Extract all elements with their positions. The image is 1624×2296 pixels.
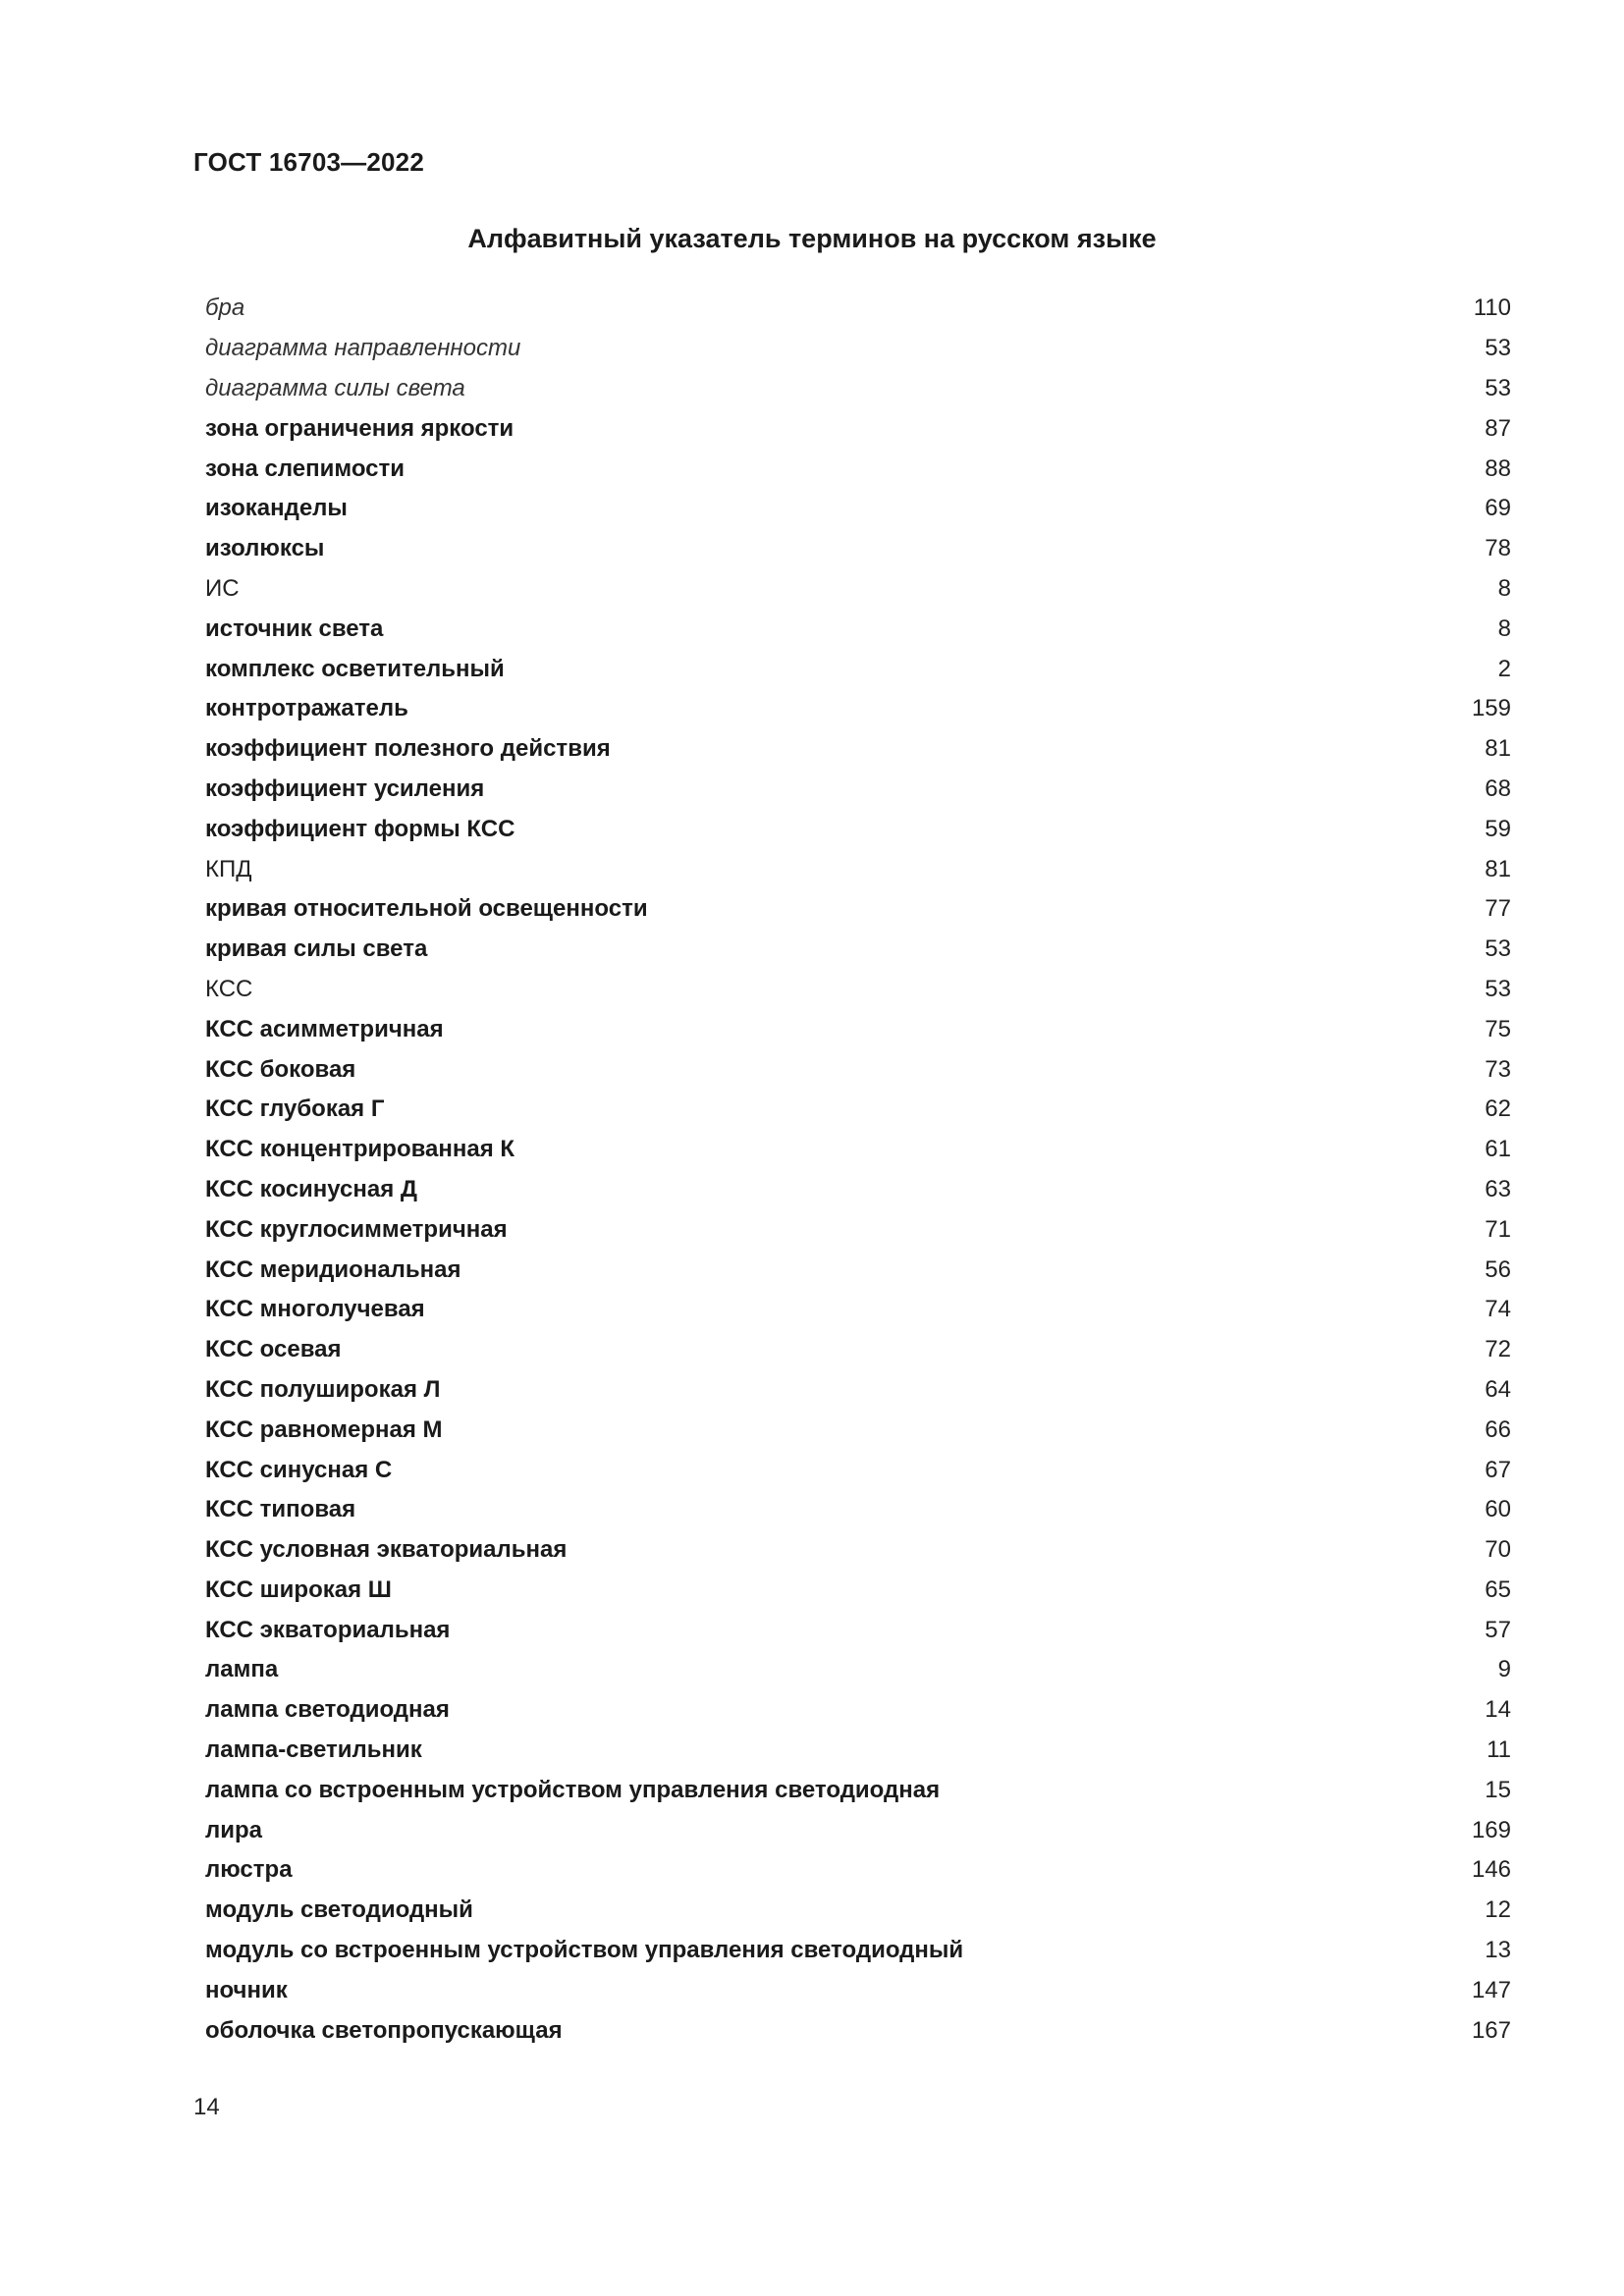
index-entry <box>205 1170 1511 1210</box>
index-entry <box>205 408 1511 449</box>
index-page-ref: 59 <box>1485 815 1511 842</box>
index-term: зона ограничения яркости <box>205 414 514 442</box>
index-term: изолюксы <box>205 535 325 562</box>
index-term: КСС глубокая Г <box>205 1095 385 1123</box>
index-page-ref: 67 <box>1485 1456 1511 1483</box>
index-page-ref: 12 <box>1485 1896 1511 1924</box>
index-term: КСС концентрированная К <box>205 1136 515 1163</box>
index-page-ref: 110 <box>1473 294 1511 322</box>
index-entry <box>205 1530 1511 1571</box>
index-page-ref: 167 <box>1471 2016 1511 2044</box>
index-entry <box>205 1891 1511 1931</box>
index-term: КСС асимметричная <box>205 1015 444 1042</box>
index-page-ref: 2 <box>1497 655 1511 682</box>
index-page-ref: 70 <box>1485 1536 1511 1564</box>
index-entry <box>205 1571 1511 1611</box>
index-term: коэффициент усиления <box>205 774 485 802</box>
index-page-ref: 66 <box>1485 1415 1511 1443</box>
index-entry <box>205 1850 1511 1891</box>
index-page-ref: 61 <box>1485 1136 1511 1163</box>
index-term: КСС меридиональная <box>205 1255 461 1283</box>
index-entry <box>205 770 1511 810</box>
index-entry <box>205 609 1511 649</box>
index-page-ref: 169 <box>1471 1816 1511 1843</box>
index-page-ref: 146 <box>1471 1856 1511 1884</box>
index-page-ref: 15 <box>1485 1776 1511 1803</box>
index-term: лампа <box>205 1656 279 1683</box>
index-page-ref: 73 <box>1485 1055 1511 1083</box>
index-page-ref: 69 <box>1485 495 1511 522</box>
index-term: КСС многолучевая <box>205 1296 425 1323</box>
index-page-ref: 81 <box>1485 855 1511 882</box>
index-entry <box>205 1610 1511 1650</box>
index-term: КСС широкая Ш <box>205 1575 392 1603</box>
index-term: оболочка светопропускающая <box>205 2016 563 2044</box>
index-entry <box>205 729 1511 770</box>
index-entry <box>205 1290 1511 1330</box>
index-page-ref: 77 <box>1485 895 1511 923</box>
index-entry <box>205 289 1511 329</box>
index-page-ref: 8 <box>1497 614 1511 642</box>
index-entry <box>205 2010 1511 2051</box>
index-entry <box>205 809 1511 849</box>
term-index-list <box>205 289 1511 2051</box>
index-entry <box>205 1370 1511 1411</box>
index-entry <box>205 569 1511 610</box>
index-term: ИС <box>205 574 240 602</box>
index-page-ref: 62 <box>1485 1095 1511 1123</box>
index-entry <box>205 369 1511 409</box>
index-page-ref: 53 <box>1485 374 1511 401</box>
index-page-ref: 14 <box>1485 1696 1511 1724</box>
index-entry <box>205 449 1511 489</box>
index-entry <box>205 1770 1511 1810</box>
index-page-ref: 53 <box>1485 975 1511 1002</box>
index-entry <box>205 1410 1511 1450</box>
index-entry <box>205 1090 1511 1130</box>
index-term: коэффициент полезного действия <box>205 735 611 763</box>
index-term: зона слепимости <box>205 454 406 482</box>
index-page-ref: 8 <box>1497 574 1511 602</box>
index-entry <box>205 970 1511 1010</box>
index-entry <box>205 1690 1511 1731</box>
index-term: КСС круглосимметричная <box>205 1215 508 1243</box>
index-page-ref: 147 <box>1471 1976 1511 2003</box>
index-page-ref: 53 <box>1485 335 1511 362</box>
index-term: КСС полуширокая Л <box>205 1375 441 1403</box>
index-term: лампа светодиодная <box>205 1696 450 1724</box>
index-entry <box>205 1810 1511 1850</box>
index-term: КСС равномерная М <box>205 1415 443 1443</box>
index-entry <box>205 1250 1511 1290</box>
index-term: лира <box>205 1816 263 1843</box>
index-term: диаграмма направленности <box>205 335 521 362</box>
index-entry <box>205 1450 1511 1490</box>
index-page-ref: 87 <box>1485 414 1511 442</box>
index-entry <box>205 930 1511 970</box>
index-entry <box>205 1970 1511 2010</box>
index-page-ref: 63 <box>1485 1175 1511 1202</box>
index-entry <box>205 649 1511 689</box>
index-page-ref: 68 <box>1485 774 1511 802</box>
index-page-ref: 71 <box>1485 1215 1511 1243</box>
index-entry <box>205 1049 1511 1090</box>
index-term: модуль светодиодный <box>205 1896 473 1924</box>
index-page-ref: 53 <box>1485 935 1511 963</box>
index-page-ref: 57 <box>1485 1616 1511 1643</box>
index-term: источник света <box>205 614 384 642</box>
index-page-ref: 81 <box>1485 735 1511 763</box>
index-term: бра <box>205 294 245 322</box>
index-page-ref: 72 <box>1485 1336 1511 1363</box>
index-term: модуль со встроенным устройством управления светодиодный <box>205 1937 964 1964</box>
document-header: ГОСТ 16703—2022 <box>193 147 424 177</box>
index-term: КСС <box>205 975 253 1002</box>
index-term: КСС косинусная Д <box>205 1175 418 1202</box>
index-entry <box>205 889 1511 930</box>
index-term: КПД <box>205 855 252 882</box>
page-number: 14 <box>193 2094 220 2120</box>
index-page-ref: 56 <box>1485 1255 1511 1283</box>
index-term: лампа-светильник <box>205 1736 422 1764</box>
index-entry <box>205 329 1511 369</box>
index-term: КСС типовая <box>205 1496 356 1523</box>
index-page-ref: 75 <box>1485 1015 1511 1042</box>
index-term: изоканделы <box>205 495 348 522</box>
index-term: КСС осевая <box>205 1336 342 1363</box>
index-page-ref: 9 <box>1497 1656 1511 1683</box>
index-page-ref: 64 <box>1485 1375 1511 1403</box>
index-page-ref: 13 <box>1485 1937 1511 1964</box>
index-term: КСС боковая <box>205 1055 356 1083</box>
index-page-ref: 88 <box>1485 454 1511 482</box>
index-entry <box>205 1009 1511 1049</box>
index-term: комплекс осветительный <box>205 655 505 682</box>
index-term: лампа со встроенным устройством управления светодиодная <box>205 1776 941 1803</box>
index-term: КСС синусная С <box>205 1456 393 1483</box>
index-term: КСС экваториальная <box>205 1616 451 1643</box>
index-entry <box>205 1650 1511 1690</box>
index-page-ref: 60 <box>1485 1496 1511 1523</box>
index-term: кривая силы света <box>205 935 428 963</box>
index-page-ref: 78 <box>1485 535 1511 562</box>
index-term: кривая относительной освещенности <box>205 895 648 923</box>
index-entry <box>205 1931 1511 1971</box>
index-term: коэффициент формы КСС <box>205 815 515 842</box>
section-title: Алфавитный указатель терминов на русском языке <box>467 224 1157 253</box>
index-term: люстра <box>205 1856 293 1884</box>
index-term: диаграмма силы света <box>205 374 465 401</box>
index-term: КСС условная экваториальная <box>205 1536 568 1564</box>
index-entry <box>205 1209 1511 1250</box>
index-page-ref: 65 <box>1485 1575 1511 1603</box>
index-page-ref: 159 <box>1471 695 1511 722</box>
index-entry <box>205 1130 1511 1170</box>
index-term: ночник <box>205 1976 288 2003</box>
index-term: контротражатель <box>205 695 408 722</box>
index-page-ref: 74 <box>1485 1296 1511 1323</box>
index-entry <box>205 849 1511 889</box>
index-entry <box>205 1731 1511 1771</box>
index-entry <box>205 689 1511 729</box>
index-entry <box>205 1490 1511 1530</box>
index-page-ref: 11 <box>1487 1736 1511 1764</box>
index-entry <box>205 1330 1511 1370</box>
index-entry <box>205 529 1511 569</box>
index-entry <box>205 489 1511 529</box>
